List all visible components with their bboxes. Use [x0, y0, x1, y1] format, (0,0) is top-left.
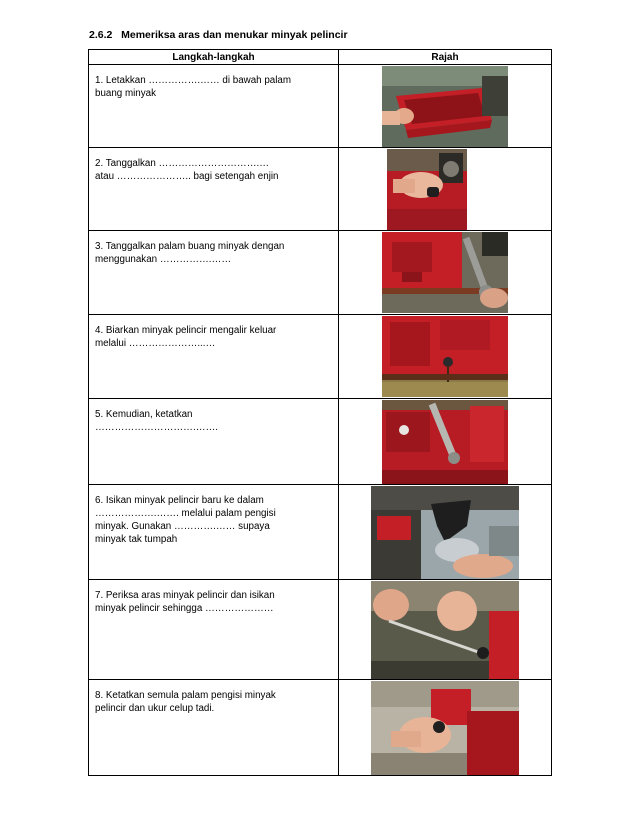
table-row — [89, 315, 552, 399]
tighten-plug-photo — [382, 400, 508, 484]
step-cell — [89, 399, 339, 485]
step-cell — [89, 485, 339, 580]
step-text: 8. Ketatkan semula palam pengisi minyak pelincir dan ukur celup tadi. — [95, 690, 276, 714]
table-row — [89, 65, 552, 148]
step-text: 6. Isikan minyak pelincir baru ke dalam ……………….……. melalui palam pengisi minyak. Gunakan ………….…… supaya minyak tak tumpah — [95, 495, 276, 545]
table-row — [89, 231, 552, 315]
section-heading: 2.6.2 Memeriksa aras dan menukar minyak pelincir — [89, 29, 348, 41]
step-cell — [89, 315, 339, 399]
figure-cell — [339, 680, 552, 776]
figure-cell — [339, 315, 552, 399]
figure-cell — [339, 580, 552, 680]
table-row — [89, 580, 552, 680]
step-text: 5. Kemudian, ketatkan ………………………….……. — [95, 409, 219, 433]
step-text: 2. Tanggalkan ………………………….… atau ………………….. bagi setengah enjin — [95, 158, 279, 182]
table-header-row — [89, 50, 552, 65]
refit-cap-photo — [371, 681, 519, 775]
oil-cap-photo — [387, 149, 467, 230]
table-row — [89, 680, 552, 776]
step-text: 3. Tanggalkan palam buang minyak dengan menggunakan …………….…… — [95, 241, 285, 265]
step-cell — [89, 231, 339, 315]
step-text: 7. Periksa aras minyak pelincir dan isikan minyak pelincir sehingga ………………… — [95, 590, 275, 614]
figure-cell — [339, 485, 552, 580]
step-text: 1. Letakkan …………….…… di bawah palam buang minyak — [95, 75, 292, 99]
header-steps: Langkah-langkah — [89, 50, 339, 65]
step-cell — [89, 580, 339, 680]
figure-cell — [339, 148, 552, 231]
figure-cell — [339, 65, 552, 148]
figure-cell — [339, 231, 552, 315]
table-row — [89, 399, 552, 485]
step-cell — [89, 680, 339, 776]
table-row — [89, 485, 552, 580]
table-row — [89, 148, 552, 231]
dipstick-photo — [371, 581, 519, 679]
steps-table — [88, 49, 552, 776]
header-figure: Rajah — [339, 50, 552, 65]
figure-cell — [339, 399, 552, 485]
step-text: 4. Biarkan minyak pelincir mengalir keluar melalui …………………...… — [95, 325, 277, 349]
drain-pan-photo — [382, 66, 508, 147]
oil-draining-photo — [382, 316, 508, 397]
step-cell — [89, 148, 339, 231]
step-cell — [89, 65, 339, 148]
wrench-drain-photo — [382, 232, 508, 313]
funnel-fill-photo — [371, 486, 519, 579]
